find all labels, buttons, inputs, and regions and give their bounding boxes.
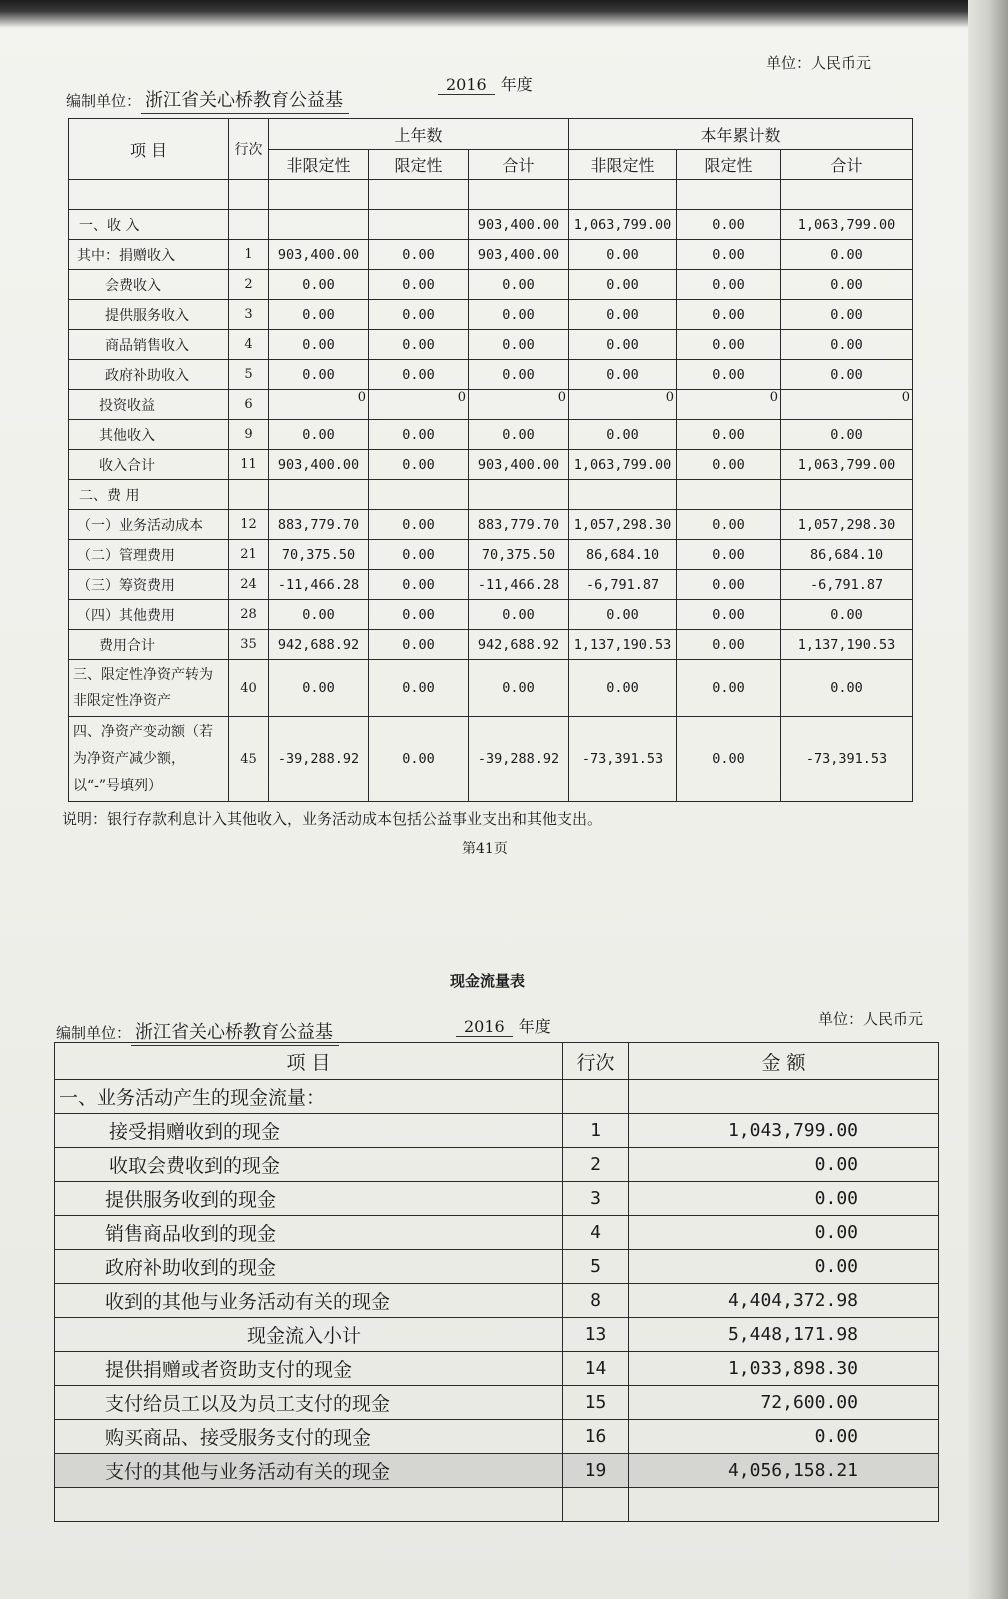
table-row — [69, 360, 913, 390]
value-cell: -73,391.53 — [569, 717, 677, 802]
value-cell: 0.00 — [369, 300, 469, 330]
row-line-number — [229, 210, 269, 240]
value-cell: 0 — [677, 390, 781, 420]
row-label: 支付的其他与业务活动有关的现金 — [55, 1454, 563, 1488]
row-line-number: 35 — [229, 630, 269, 660]
value-cell: 0.00 — [677, 600, 781, 630]
value-cell: 0.00 — [677, 510, 781, 540]
value-cell: 0.00 — [569, 240, 677, 270]
table-row — [55, 1420, 939, 1454]
row-label: 收取会费收到的现金 — [55, 1148, 563, 1182]
row-line-number: 14 — [563, 1352, 629, 1386]
value-cell: 1,057,298.30 — [569, 510, 677, 540]
value-cell: 0.00 — [677, 420, 781, 450]
table-row — [69, 210, 913, 240]
row-line-number: 4 — [563, 1216, 629, 1250]
row-line-number: 3 — [229, 300, 269, 330]
row-line-number — [563, 1080, 629, 1114]
value-cell: 0.00 — [269, 330, 369, 360]
value-cell: 0.00 — [369, 270, 469, 300]
scan-side-shadow — [968, 0, 1008, 1599]
year-value: 2016 — [438, 75, 495, 95]
value-cell: -73,391.53 — [781, 717, 913, 802]
row-line-number: 13 — [563, 1318, 629, 1352]
value-cell: 0.00 — [569, 660, 677, 717]
row-label: 销售商品收到的现金 — [55, 1216, 563, 1250]
row-label: 费用合计 — [69, 630, 229, 660]
page-number: 第41页 — [462, 841, 508, 857]
value-cell: 0.00 — [781, 300, 913, 330]
header-restricted: 限定性 — [677, 150, 781, 180]
value-cell: 0.00 — [469, 270, 569, 300]
value-cell — [369, 480, 469, 510]
value-cell: 0 — [269, 390, 369, 420]
value-cell: 0.00 — [369, 330, 469, 360]
value-cell: 0.00 — [677, 660, 781, 717]
row-label: （三）筹资费用 — [69, 570, 229, 600]
value-cell — [269, 480, 369, 510]
value-cell: 0.00 — [781, 660, 913, 717]
row-line-number: 9 — [229, 420, 269, 450]
scan-edge-shadow — [0, 0, 1008, 28]
value-cell: 0.00 — [677, 540, 781, 570]
value-cell: 1,057,298.30 — [781, 510, 913, 540]
footnote: 说明：银行存款利息计入其他收入，业务活动成本包括公益事业支出和其他支出。 — [62, 810, 603, 828]
cash-flow-rows — [55, 1080, 939, 1488]
row-line-number: 4 — [229, 330, 269, 360]
amount-cell: 1,043,799.00 — [629, 1114, 939, 1148]
value-cell: 0.00 — [569, 270, 677, 300]
value-cell: 903,400.00 — [269, 450, 369, 480]
value-cell: 0.00 — [677, 270, 781, 300]
value-cell: 1,063,799.00 — [781, 210, 913, 240]
row-label: 提供服务收到的现金 — [55, 1182, 563, 1216]
value-cell: 0.00 — [781, 360, 913, 390]
table-row — [55, 1250, 939, 1284]
year-suffix: 年度 — [500, 75, 533, 94]
row-label: 支付给员工以及为员工支付的现金 — [55, 1386, 563, 1420]
table-row — [69, 330, 913, 360]
value-cell — [781, 480, 913, 510]
row-label: 政府补助收入 — [69, 360, 229, 390]
value-cell: 0.00 — [569, 420, 677, 450]
row-line-number: 12 — [229, 510, 269, 540]
value-cell: 0.00 — [369, 240, 469, 270]
row-label: 一、业务活动产生的现金流量： — [55, 1080, 563, 1114]
value-cell: 883,779.70 — [469, 510, 569, 540]
value-cell: 0.00 — [269, 300, 369, 330]
value-cell: 0.00 — [677, 717, 781, 802]
row-line-number: 5 — [229, 360, 269, 390]
value-cell: 0.00 — [369, 630, 469, 660]
value-cell — [269, 210, 369, 240]
row-line-number: 19 — [563, 1454, 629, 1488]
value-cell: 0.00 — [781, 600, 913, 630]
table-row — [55, 1352, 939, 1386]
row-label: 二、费 用 — [69, 480, 229, 510]
value-cell: 70,375.50 — [469, 540, 569, 570]
header-this-year: 本年累计数 — [569, 119, 913, 150]
cash-flow-table — [54, 1042, 939, 1522]
value-cell: 903,400.00 — [469, 450, 569, 480]
row-line-number: 2 — [229, 270, 269, 300]
value-cell: 883,779.70 — [269, 510, 369, 540]
amount-cell: 1,033,898.30 — [629, 1352, 939, 1386]
row-line-number: 16 — [563, 1420, 629, 1454]
row-label: 商品销售收入 — [69, 330, 229, 360]
row-line-number: 45 — [229, 717, 269, 802]
report-year — [456, 1014, 551, 1037]
report-year — [438, 72, 533, 95]
value-cell: 0.00 — [369, 660, 469, 717]
value-cell: 0.00 — [369, 570, 469, 600]
value-cell: -6,791.87 — [781, 570, 913, 600]
row-line-number: 1 — [229, 240, 269, 270]
value-cell: 0.00 — [469, 420, 569, 450]
amount-cell: 4,056,158.21 — [629, 1454, 939, 1488]
org-name: 浙江省关心桥教育公益基 — [131, 1022, 339, 1046]
table-row — [69, 540, 913, 570]
table-row — [69, 717, 913, 802]
table-row — [69, 270, 913, 300]
table-row — [69, 450, 913, 480]
value-cell: 0.00 — [569, 330, 677, 360]
value-cell: 0.00 — [369, 600, 469, 630]
row-line-number: 28 — [229, 600, 269, 630]
value-cell: 0 — [469, 390, 569, 420]
activity-statement-table — [68, 118, 913, 802]
value-cell: 0.00 — [677, 570, 781, 600]
table-row — [69, 420, 913, 450]
value-cell: 0 — [569, 390, 677, 420]
value-cell: 0.00 — [269, 600, 369, 630]
value-cell: -39,288.92 — [469, 717, 569, 802]
table-row — [69, 300, 913, 330]
header-line: 行次 — [563, 1043, 629, 1080]
value-cell: 0.00 — [677, 360, 781, 390]
value-cell: 0.00 — [781, 420, 913, 450]
value-cell: 1,137,190.53 — [781, 630, 913, 660]
table-row — [55, 1216, 939, 1250]
value-cell: 0.00 — [369, 420, 469, 450]
amount-cell: 0.00 — [629, 1148, 939, 1182]
row-line-number: 40 — [229, 660, 269, 717]
value-cell — [677, 480, 781, 510]
row-label: 现金流入小计 — [55, 1318, 563, 1352]
row-label: 其他收入 — [69, 420, 229, 450]
row-line-number: 1 — [563, 1114, 629, 1148]
value-cell: 0.00 — [269, 270, 369, 300]
table-row — [69, 510, 913, 540]
table-row — [55, 1318, 939, 1352]
value-cell — [469, 480, 569, 510]
value-cell: 1,063,799.00 — [569, 210, 677, 240]
value-cell: 0.00 — [369, 717, 469, 802]
row-line-number: 11 — [229, 450, 269, 480]
table-row — [55, 1114, 939, 1148]
value-cell: 0.00 — [469, 360, 569, 390]
row-label: 四、净资产变动额（若为净资产减少额，以“-”号填列） — [69, 717, 229, 802]
row-line-number: 3 — [563, 1182, 629, 1216]
year-value: 2016 — [456, 1017, 513, 1037]
value-cell: -39,288.92 — [269, 717, 369, 802]
amount-cell: 4,404,372.98 — [629, 1284, 939, 1318]
value-cell: 0.00 — [469, 300, 569, 330]
row-label: 收到的其他与业务活动有关的现金 — [55, 1284, 563, 1318]
value-cell: 0.00 — [677, 210, 781, 240]
table-row — [69, 390, 913, 420]
value-cell: 0.00 — [569, 600, 677, 630]
value-cell: 903,400.00 — [269, 240, 369, 270]
value-cell: 86,684.10 — [569, 540, 677, 570]
value-cell: -11,466.28 — [269, 570, 369, 600]
value-cell: 70,375.50 — [269, 540, 369, 570]
header-unrestricted: 非限定性 — [569, 150, 677, 180]
table-row — [55, 1182, 939, 1216]
amount-cell — [629, 1080, 939, 1114]
table-row — [55, 1080, 939, 1114]
activity-rows — [69, 210, 913, 802]
value-cell: 0.00 — [269, 660, 369, 717]
unit-label: 单位：人民币元 — [818, 1010, 924, 1028]
value-cell: 0.00 — [781, 240, 913, 270]
row-line-number: 2 — [563, 1148, 629, 1182]
row-label: 提供服务收入 — [69, 300, 229, 330]
value-cell: 0.00 — [677, 630, 781, 660]
compile-label: 编制单位： — [56, 1024, 132, 1042]
table-row — [69, 480, 913, 510]
table-row — [69, 660, 913, 717]
header-restricted: 限定性 — [369, 150, 469, 180]
value-cell: 0.00 — [677, 240, 781, 270]
compile-label: 编制单位： — [66, 92, 142, 110]
value-cell: 1,063,799.00 — [569, 450, 677, 480]
row-label: 投资收益 — [69, 390, 229, 420]
value-cell: 0.00 — [569, 300, 677, 330]
row-label: 三、限定性净资产转为非限定性净资产 — [69, 660, 229, 717]
amount-cell: 5,448,171.98 — [629, 1318, 939, 1352]
row-line-number: 21 — [229, 540, 269, 570]
unit-label: 单位：人民币元 — [766, 54, 872, 72]
value-cell: 903,400.00 — [469, 210, 569, 240]
value-cell: 0.00 — [369, 450, 469, 480]
table-row — [69, 600, 913, 630]
row-line-number: 8 — [563, 1284, 629, 1318]
amount-cell: 0.00 — [629, 1250, 939, 1284]
year-suffix: 年度 — [518, 1017, 551, 1036]
value-cell: -11,466.28 — [469, 570, 569, 600]
table-row — [69, 570, 913, 600]
row-label: 一、收 入 — [69, 210, 229, 240]
amount-cell: 0.00 — [629, 1182, 939, 1216]
header-item: 项 目 — [55, 1043, 563, 1080]
value-cell: 0.00 — [269, 360, 369, 390]
row-label: （四）其他费用 — [69, 600, 229, 630]
compile-unit — [56, 1018, 339, 1044]
value-cell: 903,400.00 — [469, 240, 569, 270]
row-line-number: 5 — [563, 1250, 629, 1284]
value-cell: 0.00 — [677, 300, 781, 330]
value-cell: 86,684.10 — [781, 540, 913, 570]
table-row — [69, 240, 913, 270]
value-cell: 0.00 — [469, 660, 569, 717]
value-cell: 0 — [369, 390, 469, 420]
table-row — [55, 1148, 939, 1182]
header-line: 行次 — [229, 119, 269, 180]
row-line-number: 15 — [563, 1386, 629, 1420]
amount-cell: 72,600.00 — [629, 1386, 939, 1420]
row-label: （二）管理费用 — [69, 540, 229, 570]
value-cell: 0.00 — [677, 450, 781, 480]
value-cell: 0.00 — [369, 510, 469, 540]
value-cell: 1,063,799.00 — [781, 450, 913, 480]
value-cell: 942,688.92 — [469, 630, 569, 660]
value-cell: 0.00 — [469, 600, 569, 630]
row-label: （一）业务活动成本 — [69, 510, 229, 540]
amount-cell: 0.00 — [629, 1216, 939, 1250]
value-cell — [569, 480, 677, 510]
value-cell: -6,791.87 — [569, 570, 677, 600]
table-row — [55, 1454, 939, 1488]
value-cell: 0.00 — [781, 330, 913, 360]
header-amount: 金 额 — [629, 1043, 939, 1080]
row-label: 政府补助收到的现金 — [55, 1250, 563, 1284]
value-cell: 0.00 — [677, 330, 781, 360]
table-row — [55, 1284, 939, 1318]
org-name: 浙江省关心桥教育公益基 — [141, 90, 349, 114]
header-total: 合计 — [469, 150, 569, 180]
row-line-number — [229, 480, 269, 510]
row-line-number: 6 — [229, 390, 269, 420]
header-total: 合计 — [781, 150, 913, 180]
value-cell: 0.00 — [781, 270, 913, 300]
amount-cell: 0.00 — [629, 1420, 939, 1454]
row-label: 接受捐赠收到的现金 — [55, 1114, 563, 1148]
cash-flow-title: 现金流量表 — [450, 972, 526, 990]
value-cell: 0 — [781, 390, 913, 420]
value-cell: 0.00 — [369, 540, 469, 570]
value-cell: 0.00 — [369, 360, 469, 390]
row-label: 购买商品、接受服务支付的现金 — [55, 1420, 563, 1454]
header-item: 项 目 — [69, 119, 229, 180]
value-cell: 0.00 — [469, 330, 569, 360]
row-line-number: 24 — [229, 570, 269, 600]
header-last-year: 上年数 — [269, 119, 569, 150]
value-cell: 0.00 — [569, 360, 677, 390]
header-unrestricted: 非限定性 — [269, 150, 369, 180]
row-label: 提供捐赠或者资助支付的现金 — [55, 1352, 563, 1386]
table-row — [69, 630, 913, 660]
compile-unit — [66, 86, 349, 112]
value-cell: 942,688.92 — [269, 630, 369, 660]
table-row — [55, 1386, 939, 1420]
row-label: 收入合计 — [69, 450, 229, 480]
value-cell — [369, 210, 469, 240]
row-label: 其中：捐赠收入 — [69, 240, 229, 270]
value-cell: 1,137,190.53 — [569, 630, 677, 660]
value-cell: 0.00 — [269, 420, 369, 450]
row-label: 会费收入 — [69, 270, 229, 300]
